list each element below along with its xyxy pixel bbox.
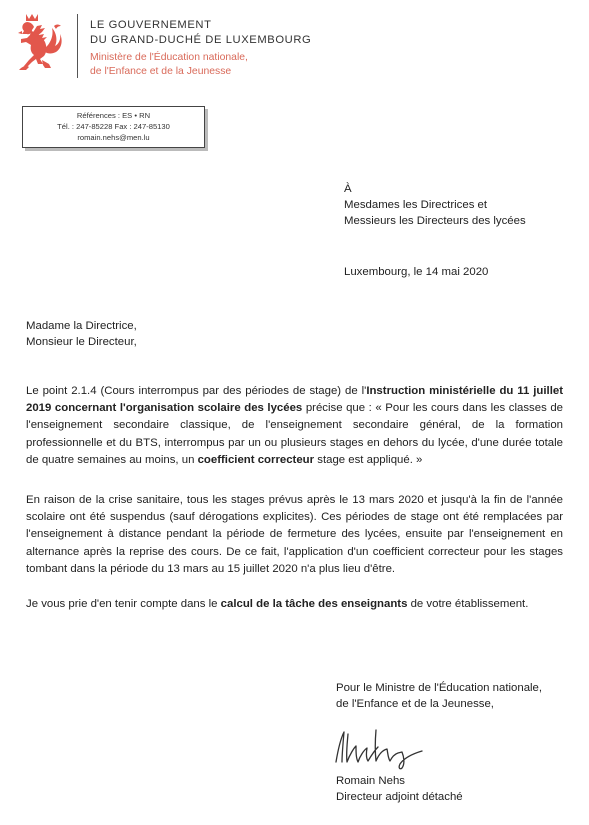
lion-coat-of-arms-icon [18, 12, 64, 70]
phone-fax-line: Tél. : 247-85228 Fax : 247-85130 [57, 122, 170, 131]
paragraph-1: Le point 2.1.4 (Cours interrompus par des périodes de stage) de l'Instruction ministérielle du 11 juillet 2019 concernant l'organisation scolaire des lycées précise que : « Pour les cours dans les classes de l'enseignement secondaire classique, de l'enseignement secondaire général, de la formation professionnelle et du BTS, interrompus par un ou plusieurs stages en dehors du lycée, d'une durée totale de quatre semaines au moins, un coefficient correcteur stage est appliqué. » [26, 385, 563, 466]
handwritten-signature [332, 724, 442, 770]
paragraph-3: Je vous prie d'en tenir compte dans le calcul de la tâche des enseignants de votre établissement. [26, 598, 529, 610]
date-line: Luxembourg, le 14 mai 2020 [344, 266, 489, 278]
email-line: romain.nehs@men.lu [77, 133, 150, 142]
signer-title: Directeur adjoint détaché [336, 790, 463, 803]
ministry-name: Ministère de l'Éducation nationale, de l'Enfance et de la Jeunesse [90, 52, 248, 77]
paragraph-2: En raison de la crise sanitaire, tous les stages prévus après le 13 mars 2020 et jusqu'à la fin de l'année scolaire ont été suspendus (sauf dérogations explicites). Ces périodes de stage ont été remplacées par l'enseignement à distance pendant la période de fermeture des lycées, ensuite par l'enseignement en alternance après la reprise des cours. De ce fait, l'application d'un coefficient correcteur pour les stages tombant dans la période du 13 mars au 15 juillet 2020 n'a plus lieu d'être. [26, 494, 563, 575]
salutation: Madame la Directrice, Monsieur le Directeur, [26, 320, 137, 348]
government-name: LE GOUVERNEMENT DU GRAND-DUCHÉ DE LUXEMBOURG [90, 19, 312, 46]
signer-block [336, 774, 463, 805]
recipient-address: À Mesdames les Directrices et Messieurs les Directeurs des lycées [344, 183, 526, 227]
header-divider [77, 14, 78, 78]
references-line: Références : ES • RN [76, 111, 151, 120]
closing-formula: Pour le Ministre de l'Éducation nationale, de l'Enfance et de la Jeunesse, [336, 682, 543, 710]
signer-name: Romain Nehs [336, 775, 406, 787]
references-box [22, 106, 205, 148]
